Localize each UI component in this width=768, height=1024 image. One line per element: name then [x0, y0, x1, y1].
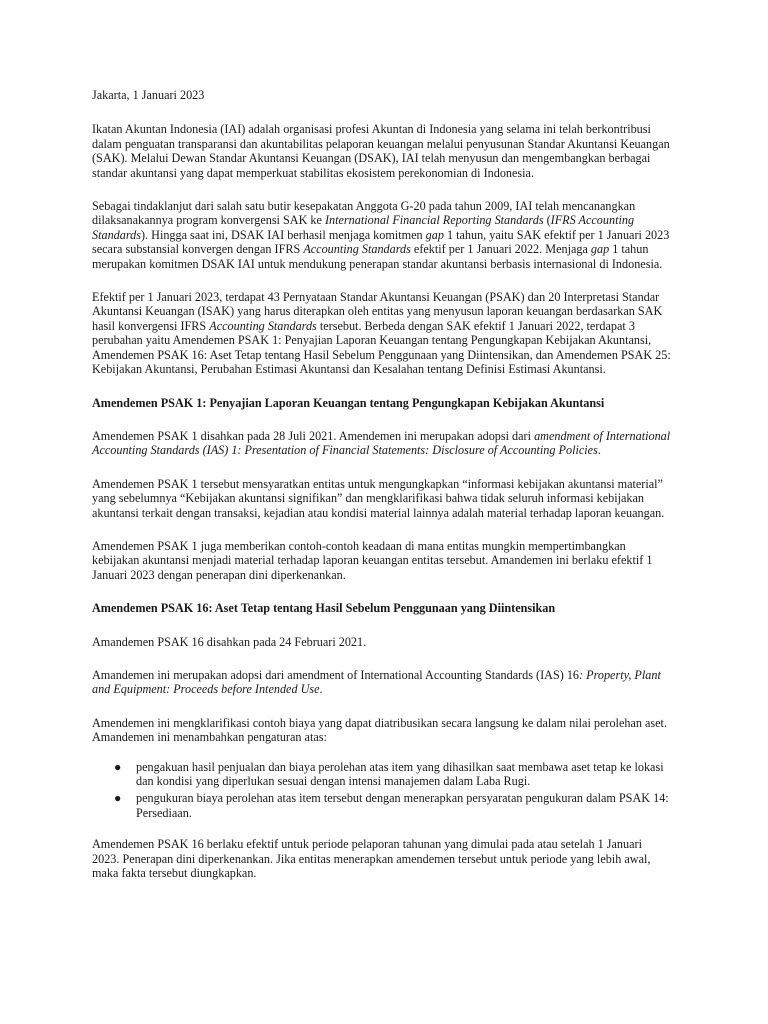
paragraph-psak16-clarification: Amendemen ini mengklarifikasi contoh biaya yang dapat diatribusikan secara langsung ke dalam nilai perolehan aset. Amandemen ini menambahkan pengaturan atas:	[92, 715, 667, 745]
paragraph-psak1-examples: Amendemen PSAK 1 juga memberikan contoh-contoh keadaan di mana entitas mungkin mempertimbangkan kebijakan akuntansi menjadi material terhadap laporan keuangan entitas tersebut. Amandemen ini berlaku efektif 1 Januari 2023 dengan penerapan dini diperkenankan.	[92, 538, 653, 582]
italic-run: International Financial Reporting Standards	[324, 213, 544, 228]
italic-run: amendment of International Accounting Standards (IAS) 1: Presentation of Financial Statements: Disclosure of Accounting Policies	[92, 428, 671, 458]
text-run: (	[543, 213, 551, 228]
bullet-icon: ●	[114, 791, 122, 806]
text-run: Amandemen ini merupakan adopsi dari amendment of International Accounting Standards (IAS) 16	[92, 667, 580, 682]
bullet-icon: ●	[114, 759, 122, 774]
paragraph-psak16-adoption	[92, 668, 672, 697]
text-run: 1 tahun merupakan komitmen DSAK IAI untuk mendukung penerapan standar akuntansi berbasis internasional di Indonesia.	[92, 242, 663, 271]
document-body	[92, 88, 672, 899]
paragraph-convergence-program	[92, 199, 672, 271]
italic-run: : Property, Plant and Equipment: Proceeds before Intended Use	[92, 667, 661, 697]
text-run: .	[319, 682, 323, 697]
paragraph-intro-iai: Ikatan Akuntan Indonesia (IAI) adalah organisasi profesi Akuntan di Indonesia yang selama ini telah berkontribusi dalam penguatan transparansi dan akuntabilitas pelaporan keuangan melalui penyusunan Standar Akuntansi Keuangan (SAK). Melalui Dewan Standar Akuntansi Keuangan (DSAK), IAI telah menyusun dan mengembangkan berbagai standar akuntansi yang dapat memperkuat stabilitas ekosistem perekonomian di Indonesia.	[92, 122, 670, 180]
list-item	[114, 791, 672, 820]
paragraph-psak16-effective: Amendemen PSAK 16 berlaku efektif untuk periode pelaporan tahunan yang dimulai pada atau setelah 1 Januari 2023. Penerapan dini diperkenankan. Jika entitas menerapkan amendemen tersebut untuk periode yang lebih awal, maka fakta tersebut diungkapkan.	[92, 837, 651, 881]
list-item-text: pengakuan hasil penjualan dan biaya perolehan atas item yang dihasilkan saat membawa aset tetap ke lokasi dan kondisi yang diperlukan sesuai dengan intensi manajemen dalam Laba Rugi.	[136, 759, 664, 788]
heading-psak-1: Amendemen PSAK 1: Penyajian Laporan Keuangan tentang Pengungkapan Kebijakan Akuntansi	[92, 395, 605, 410]
text-run: efektif per 1 Januari 2022. Menjaga	[410, 242, 591, 257]
heading-psak-16: Amendemen PSAK 16: Aset Tetap tentang Hasil Sebelum Penggunaan yang Diintensikan	[92, 601, 556, 616]
text-run: tersebut. Berbeda dengan SAK efektif 1 Januari 2022, terdapat 3 perubahan yaitu Amendemen PSAK 1: Penyajian Laporan Keuangan tentang Pengungkapan Kebijakan Akuntansi, Amendemen PSAK 16: Aset Tetap tentang Hasil Sebelum Penggunaan yang Diintensikan, dan Amendemen PSAK 25: Kebijakan Akuntansi, Perubahan Estimasi Akuntansi dan Kesalahan tentang Definisi Estimasi Akuntansi.	[92, 318, 671, 377]
italic-run: gap	[590, 242, 610, 257]
paragraph-psak1-requirements: Amendemen PSAK 1 tersebut mensyaratkan entitas untuk mengungkapkan “informasi kebijakan akuntansi material” yang sebelumnya “Kebijakan akuntansi signifikan” dan mengklarifikasi bahwa tidak seluruh informasi kebijakan akuntansi terkait dengan transaksi, kejadian atau kondisi material lainnya adalah material terhadap laporan keuangan.	[92, 476, 665, 520]
paragraph-psak16-date: Amandemen PSAK 16 disahkan pada 24 Februari 2021.	[92, 634, 367, 649]
text-run: Sebagai tindaklanjut dari salah satu butir kesepakatan Anggota G-20 pada tahun 2009, IAI telah mencanangkan dilaksanakannya program konvergensi SAK ke	[92, 199, 636, 228]
list-item-text: pengukuran biaya perolehan atas item tersebut dengan menerapkan persyaratan pengukuran dalam PSAK 14: Persediaan.	[136, 791, 669, 820]
italic-run: Accounting Standards	[209, 318, 317, 333]
text-run: ). Hingga saat ini, DSAK IAI berhasil menjaga komitmen	[140, 227, 426, 242]
text-run: Amendemen PSAK 1 disahkan pada 28 Juli 2021. Amendemen ini merupakan adopsi dari	[92, 428, 535, 443]
bullet-list	[92, 760, 672, 821]
paragraph-effective-standards	[92, 290, 672, 376]
text-run: 1 tahun, yaitu SAK efektif per 1 Januari 2023 secara substansial konvergen dengan IFRS	[92, 227, 670, 257]
italic-run: Accounting Standards	[303, 242, 411, 257]
italic-run: IFRS Accounting Standards	[92, 213, 635, 242]
text-run: Efektif per 1 Januari 2023, terdapat 43 Pernyataan Standar Akuntansi Keuangan (PSAK) dan 20 Interpretasi Standar Akuntansi Keuangan (ISAK) yang harus diterapkan oleh entitas yang menyusun laporan keuangan berdasarkan SAK hasil konvergensi IFRS	[92, 290, 663, 333]
italic-run: gap	[425, 227, 444, 242]
paragraph-psak1-adoption	[92, 429, 672, 458]
text-run: .	[597, 443, 601, 458]
list-item	[114, 760, 672, 789]
letter-date: Jakarta, 1 Januari 2023	[92, 88, 205, 102]
